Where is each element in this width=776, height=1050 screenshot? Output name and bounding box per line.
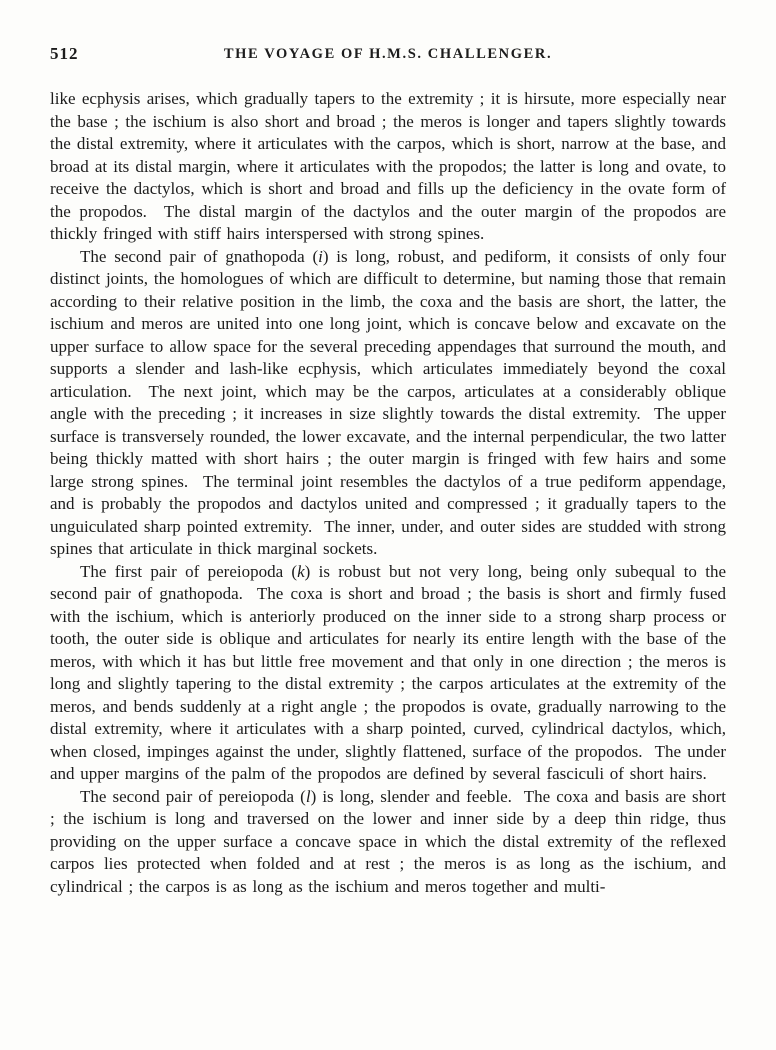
italic-text: i — [318, 246, 323, 266]
running-title: THE VOYAGE OF H.M.S. CHALLENGER. — [223, 46, 553, 62]
italic-text: k — [297, 561, 305, 581]
paragraph — [50, 88, 732, 246]
italic-text: l — [305, 786, 311, 806]
page-number: 512 — [50, 44, 79, 63]
paragraph — [50, 246, 732, 561]
paragraph — [50, 786, 732, 899]
text-segment: ) is robust but not very long, being only subequal to the second pair of gnathopoda. The coxa is short and broad ; the basis is short and firmly fused with the ischium, which is anteriorly produced on the inner side to a strong sharp process or tooth, the outer side is oblique and articulates for nearly its entire length with the base of the meros, with which it has but little free movement and that only in one direction ; the meros is long and slightly tapering to the distal extremity ; the carpos articulates at the extremity of the meros, and bends suddenly at a right angle ; the propodos is ovate, gradually narrowing to the distal extremity, where it articulates with a sharp pointed, curved, cylindrical dactylos, which, when closed, impinges against the under, slightly flattened, surface of the propodos. The under and upper margins of the palm of the propodos are defined by several fasciculi of short hairs. — [50, 561, 732, 783]
text-segment: ) is long, robust, and pediform, it consists of only four distinct joints, the homologues of which are difficult to determine, but naming those that remain according to their relative position in the limb, the coxa and the basis are short, the latter, the ischium and meros are united into one long joint, which is concave below and excavate on the upper surface to allow space for the several preceding appendages that surround the mouth, and supports a slender and lash-like ecphysis, which articulates immediately beyond the coxal articulation. The next joint, which may be the carpos, articulates at a considerably oblique angle with the preceding ; it increases in size slightly towards the distal extremity. The upper surface is transversely rounded, the lower excavate, and the internal perpendicular, the two latter being thickly matted with short hairs ; the outer margin is fringed with few hairs and some large strong spines. The terminal joint resembles the dactylos of a true pediform appendage, and is probably the propodos and dactylos united and compressed ; it gradually tapers to the unguiculated sharp pointed extremity. The inner, under, and outer sides are studded with strong spines that articulate in thick marginal sockets. — [50, 246, 732, 558]
text-segment: ) is long, slender and feeble. The coxa and basis are short ; the ischium is long and traversed on the lower and inner side by a deep thin ridge, thus providing on the upper surface a concave space in which the distal extremity of the reflexed carpos lies protected when folded and at rest ; the meros is as long as the ischium, and cylindrical ; the carpos is as long as the ischium and meros together and multi- — [50, 786, 732, 896]
page-body — [50, 88, 732, 898]
text-segment: like ecphysis arises, which gradually tapers to the extremity ; it is hirsute, more especially near the base ; the ischium is also short and broad ; the meros is longer and tapers slightly towards the distal extremity, where it articulates with the carpos, which is short, narrow at the base, and broad at its distal margin, where it articulates with the propodos; the latter is long and ovate, to receive the dactylos, which is short and broad and fills up the deficiency in the ovate form of the propodos. The distal margin of the dactylos and the outer margin of the propodos are thickly fringed with stiff hairs interspersed with strong spines. — [50, 89, 732, 243]
text-segment: The first pair of pereiopoda ( — [80, 561, 298, 581]
page-header — [50, 44, 726, 66]
text-segment: The second pair of pereiopoda ( — [80, 786, 306, 806]
text-segment: The second pair of gnathopoda ( — [80, 246, 319, 266]
paragraph — [50, 561, 732, 786]
